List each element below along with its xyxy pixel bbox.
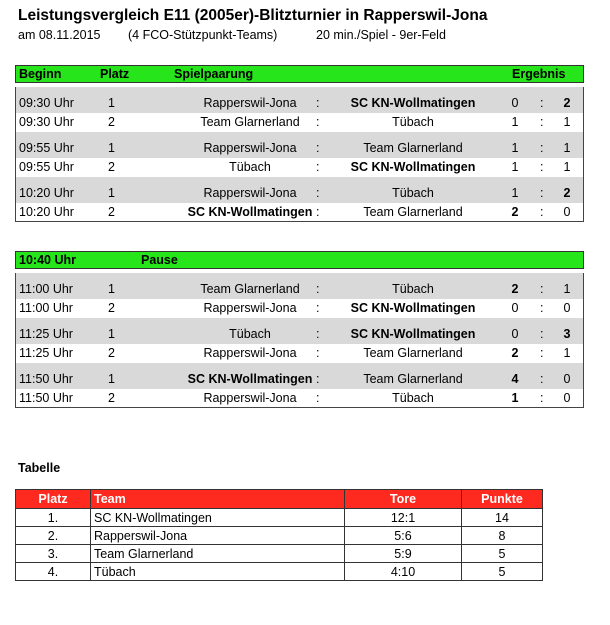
standings-tore: 5:6	[345, 527, 462, 545]
match-team-away: SC KN-Wollmatingen	[350, 301, 476, 315]
standings-platz: 4.	[16, 563, 91, 581]
match-team-home: Rapperswil-Jona	[203, 301, 297, 315]
round-spacer	[15, 177, 584, 184]
match-row	[15, 325, 584, 344]
standings-header-row	[16, 490, 543, 509]
schedule-header	[15, 65, 584, 83]
score-separator: :	[540, 327, 544, 341]
match-platz: 2	[108, 205, 115, 219]
standings-row	[16, 509, 543, 527]
match-score-away: 1	[563, 160, 571, 174]
table-title: Tabelle	[18, 461, 61, 475]
match-platz: 2	[108, 160, 115, 174]
match-platz: 1	[108, 327, 115, 341]
standings-team: Rapperswil-Jona	[91, 527, 345, 545]
match-score-away: 0	[563, 301, 571, 315]
match-score-home: 2	[511, 282, 519, 296]
match-row	[15, 389, 584, 408]
match-row	[15, 139, 584, 158]
match-team-away: Team Glarnerland	[363, 141, 463, 155]
match-time: 09:30 Uhr	[19, 96, 74, 110]
round-spacer	[15, 87, 584, 94]
match-platz: 1	[108, 96, 115, 110]
match-team-away: SC KN-Wollmatingen	[350, 96, 476, 110]
match-separator: :	[316, 372, 320, 386]
score-separator: :	[540, 205, 544, 219]
match-row	[15, 370, 584, 389]
standings-row	[16, 563, 543, 581]
page-title: Leistungsvergleich E11 (2005er)-Blitzturnier in Rapperswil-Jona	[18, 7, 488, 24]
match-row	[15, 158, 584, 177]
match-score-away: 3	[563, 327, 571, 341]
match-team-home: Rapperswil-Jona	[203, 391, 297, 405]
standings-team: SC KN-Wollmatingen	[91, 509, 345, 527]
match-score-away: 2	[563, 96, 571, 110]
match-platz: 2	[108, 346, 115, 360]
score-separator: :	[540, 372, 544, 386]
match-team-away: SC KN-Wollmatingen	[350, 160, 476, 174]
match-team-home: Team Glarnerland	[200, 282, 300, 296]
match-team-home: Tübach	[229, 160, 271, 174]
match-platz: 1	[108, 372, 115, 386]
round-spacer	[15, 273, 584, 280]
standings-header-platz: Platz	[16, 490, 91, 509]
standings-punkte: 5	[462, 545, 543, 563]
standings-team: Team Glarnerland	[91, 545, 345, 563]
match-team-home: Rapperswil-Jona	[203, 186, 297, 200]
round-spacer	[15, 318, 584, 325]
match-score-away: 1	[563, 346, 571, 360]
match-separator: :	[316, 282, 320, 296]
match-separator: :	[316, 327, 320, 341]
score-separator: :	[540, 160, 544, 174]
match-score-away: 1	[563, 115, 571, 129]
match-time: 11:50 Uhr	[19, 372, 73, 386]
header-beginn: Beginn	[19, 67, 62, 81]
match-row	[15, 299, 584, 318]
match-team-home: Rapperswil-Jona	[203, 96, 297, 110]
match-team-home: Rapperswil-Jona	[203, 141, 297, 155]
match-row	[15, 94, 584, 113]
match-platz: 1	[108, 141, 115, 155]
match-score-home: 0	[511, 327, 519, 341]
standings-team: Tübach	[91, 563, 345, 581]
match-time: 10:20 Uhr	[19, 186, 74, 200]
score-separator: :	[540, 282, 544, 296]
score-separator: :	[540, 141, 544, 155]
match-team-home: SC KN-Wollmatingen	[187, 372, 313, 386]
match-platz: 2	[108, 301, 115, 315]
match-separator: :	[316, 115, 320, 129]
match-row	[15, 184, 584, 203]
match-team-home: Tübach	[229, 327, 271, 341]
match-separator: :	[316, 346, 320, 360]
match-time: 09:30 Uhr	[19, 115, 74, 129]
match-separator: :	[316, 205, 320, 219]
match-score-away: 0	[563, 372, 571, 386]
standings-tore: 5:9	[345, 545, 462, 563]
match-team-away: Tübach	[392, 186, 434, 200]
header-spielpaarung: Spielpaarung	[174, 67, 254, 81]
match-score-home: 2	[511, 346, 519, 360]
standings-punkte: 14	[462, 509, 543, 527]
match-row	[15, 203, 584, 222]
match-score-home: 1	[511, 141, 519, 155]
standings-row	[16, 527, 543, 545]
match-separator: :	[316, 141, 320, 155]
round-spacer	[15, 363, 584, 370]
match-team-away: Team Glarnerland	[363, 205, 463, 219]
match-team-home: SC KN-Wollmatingen	[187, 205, 313, 219]
header-ergebnis: Ergebnis	[512, 67, 566, 81]
match-team-away: Tübach	[392, 282, 434, 296]
standings-tore: 4:10	[345, 563, 462, 581]
match-separator: :	[316, 186, 320, 200]
match-separator: :	[316, 160, 320, 174]
score-separator: :	[540, 115, 544, 129]
standings-header-tore: Tore	[345, 490, 462, 509]
match-row	[15, 344, 584, 363]
standings-tore: 12:1	[345, 509, 462, 527]
score-separator: :	[540, 96, 544, 110]
score-separator: :	[540, 301, 544, 315]
standings-punkte: 8	[462, 527, 543, 545]
match-separator: :	[316, 301, 320, 315]
standings-punkte: 5	[462, 563, 543, 581]
standings-platz: 3.	[16, 545, 91, 563]
subtitle-date: am 08.11.2015	[18, 28, 101, 42]
match-time: 11:25 Uhr	[19, 346, 73, 360]
pause-row	[15, 251, 584, 269]
match-score-home: 4	[511, 372, 519, 386]
match-score-home: 0	[511, 96, 519, 110]
match-score-away: 1	[563, 141, 571, 155]
match-row	[15, 113, 584, 132]
subtitle-format: 20 min./Spiel - 9er-Feld	[316, 28, 446, 42]
subtitle-teams: (4 FCO-Stützpunkt-Teams)	[128, 28, 278, 42]
match-score-home: 2	[511, 205, 519, 219]
standings-platz: 1.	[16, 509, 91, 527]
match-score-home: 1	[511, 115, 519, 129]
score-separator: :	[540, 391, 544, 405]
match-team-away: Team Glarnerland	[363, 372, 463, 386]
match-time: 11:50 Uhr	[19, 391, 73, 405]
standings-header-team: Team	[91, 490, 345, 509]
pause-time: 10:40 Uhr	[19, 253, 76, 267]
round-spacer	[15, 132, 584, 139]
match-platz: 1	[108, 186, 115, 200]
match-team-away: SC KN-Wollmatingen	[350, 327, 476, 341]
match-score-home: 1	[511, 186, 519, 200]
standings-header-punkte: Punkte	[462, 490, 543, 509]
pause-label: Pause	[141, 253, 178, 267]
match-time: 09:55 Uhr	[19, 141, 74, 155]
score-separator: :	[540, 186, 544, 200]
match-separator: :	[316, 96, 320, 110]
match-team-home: Rapperswil-Jona	[203, 346, 297, 360]
match-time: 10:20 Uhr	[19, 205, 74, 219]
match-score-home: 1	[511, 160, 519, 174]
match-team-away: Tübach	[392, 391, 434, 405]
match-separator: :	[316, 391, 320, 405]
match-score-home: 0	[511, 301, 519, 315]
match-platz: 2	[108, 391, 115, 405]
match-platz: 2	[108, 115, 115, 129]
match-time: 11:00 Uhr	[19, 282, 73, 296]
match-platz: 1	[108, 282, 115, 296]
standings-table	[15, 489, 543, 581]
match-time: 11:25 Uhr	[19, 327, 73, 341]
match-time: 09:55 Uhr	[19, 160, 74, 174]
score-separator: :	[540, 346, 544, 360]
match-score-away: 0	[563, 391, 571, 405]
standings-platz: 2.	[16, 527, 91, 545]
match-score-home: 1	[511, 391, 519, 405]
match-score-away: 0	[563, 205, 571, 219]
standings-row	[16, 545, 543, 563]
match-team-home: Team Glarnerland	[200, 115, 300, 129]
match-score-away: 1	[563, 282, 571, 296]
match-row	[15, 280, 584, 299]
header-platz: Platz	[100, 67, 130, 81]
match-time: 11:00 Uhr	[19, 301, 73, 315]
match-team-away: Tübach	[392, 115, 434, 129]
match-team-away: Team Glarnerland	[363, 346, 463, 360]
match-score-away: 2	[563, 186, 571, 200]
